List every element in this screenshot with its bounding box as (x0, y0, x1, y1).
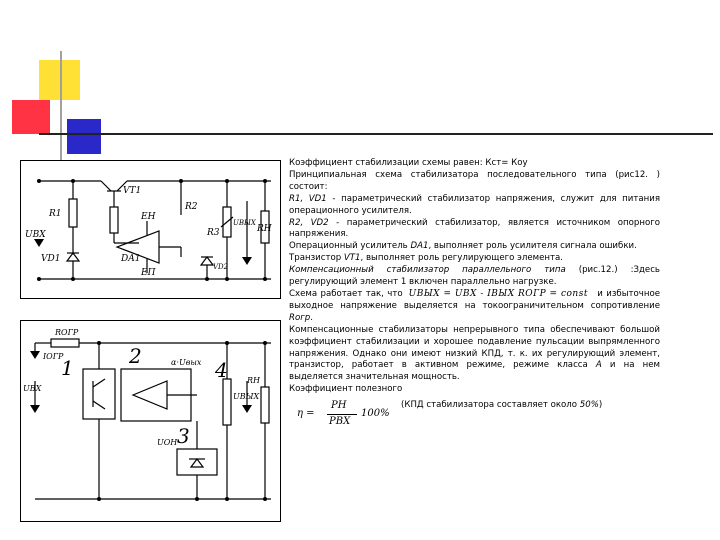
decor-blue-square (67, 119, 101, 154)
label-ep: EП (141, 268, 156, 278)
text-close-paren: ) (598, 400, 603, 411)
text-class-a: А (595, 360, 602, 371)
label-r1: R1 (49, 209, 62, 219)
label-r-ogr: RОГР (55, 328, 79, 337)
paragraph-da1 (289, 241, 660, 253)
text-r1-vd1: R1, VD1 (289, 193, 327, 204)
text-r2-vd2: R2, VD2 (289, 217, 329, 228)
eta-denominator: PВХ (329, 416, 351, 428)
series-stabilizer-schematic (20, 160, 281, 299)
text-kpd-note: (КПД стабилизатора составляет около (401, 400, 580, 411)
schematic-2-svg (21, 321, 280, 521)
eta-prefix: η = (297, 408, 315, 420)
text-r1-vd1-desc: - параметрический стабилизатор напряжения, служит для питания операционного усилителя. (289, 193, 660, 216)
text-fifty-percent: 50% (579, 400, 599, 411)
text-transistor: Транзистор (289, 253, 344, 264)
efficiency-note (401, 400, 602, 412)
paragraph-compensation (289, 325, 660, 385)
label-u-vyx: UВЫХ (233, 219, 256, 227)
label-vd2: VD2 (213, 263, 229, 271)
text-r2-vd2-desc: - параметрический стабилизатор, является источником опорного напряжения. (289, 217, 660, 240)
label-element-3: 3 (177, 424, 190, 448)
paragraph-principle: Принципиальная схема стабилизатора последовательного типа (рис12. ) состоит: (289, 169, 660, 192)
formula-output-voltage: UВЫХ = UВХ - IВЫХ RОГР = const (408, 288, 588, 299)
paragraph-efficiency: Коэффициент полезного (289, 384, 403, 395)
label-alpha: α·Uвых (171, 358, 202, 367)
explanatory-text (289, 158, 660, 438)
text-vt1: VT1 (343, 253, 361, 264)
fraction-bar (327, 414, 357, 415)
efficiency-formula (289, 398, 660, 438)
label-element-2: 2 (129, 344, 142, 368)
parallel-stabilizer-schematic (20, 320, 281, 522)
text-opamp-desc: , выполняет роль усилителя сигнала ошибки. (428, 241, 637, 252)
text-compensation: Компенсационные стабилизаторы непрерывного типа обеспечивают большой коэффициент стабилизации и хорошее подавление пульсации выпрямленного напряжения. Однако они имеют низкий КПД, т. к. их регулирующий элемент, транзистор, работает в активном режиме, режиме класса (289, 324, 660, 371)
text-period: . (310, 312, 313, 323)
paragraph-r1-vd1 (289, 194, 660, 218)
eta-suffix: 100% (361, 408, 390, 420)
label-u-vx: UВХ (25, 230, 46, 240)
label-u-vyx: UВЫХ (233, 392, 260, 401)
decor-red-square (12, 100, 50, 134)
text-works-so: Схема работает так, что (289, 288, 403, 299)
paragraph-parallel (289, 265, 660, 289)
label-element-4: 4 (215, 358, 228, 382)
eta-numerator: PН (331, 400, 347, 412)
label-vd1: VD1 (41, 254, 61, 264)
label-i-ogr: IОГР (43, 352, 64, 361)
schematic-1-svg (21, 161, 280, 298)
label-element-1: 1 (61, 356, 74, 380)
text-parallel-desc: (рис.12.) :Здесь регулирующий элемент 1 включен параллельно нагрузке. (289, 265, 660, 288)
label-rn: RН (247, 376, 260, 385)
paragraph-r2-vd2 (289, 218, 660, 242)
decor-vertical-line (60, 51, 62, 168)
paragraph-kst: Коэффициент стабилизации схемы равен: Кст= Коу (289, 158, 528, 168)
text-transistor-desc: , выполняет роль регулирующего элемента. (360, 253, 564, 264)
label-en: EН (141, 212, 156, 222)
label-u-vx: UВХ (23, 384, 42, 393)
text-excess: и избыточное выходное напряжение выделяется на токоограничительном сопротивление (289, 288, 661, 311)
paragraph-vt1 (289, 253, 660, 265)
text-rogr: Rогр (289, 312, 311, 323)
label-rn: RН (257, 224, 272, 234)
text-da1: DA1 (410, 241, 429, 252)
text-parallel-title: Компенсационный стабилизатор параллельного типа (289, 265, 566, 276)
decor-horizontal-line (39, 133, 713, 135)
label-da1: DA1 (121, 254, 141, 264)
text-compensation-end: и на нем выделяется значительная мощность. (289, 360, 660, 383)
label-vt1: VT1 (123, 186, 142, 196)
label-r3: R3 (207, 228, 220, 238)
label-u-on: UОН (157, 438, 178, 447)
text-opamp: Операционный усилитель (289, 241, 411, 252)
paragraph-formula (289, 289, 660, 325)
label-r2: R2 (185, 202, 198, 212)
